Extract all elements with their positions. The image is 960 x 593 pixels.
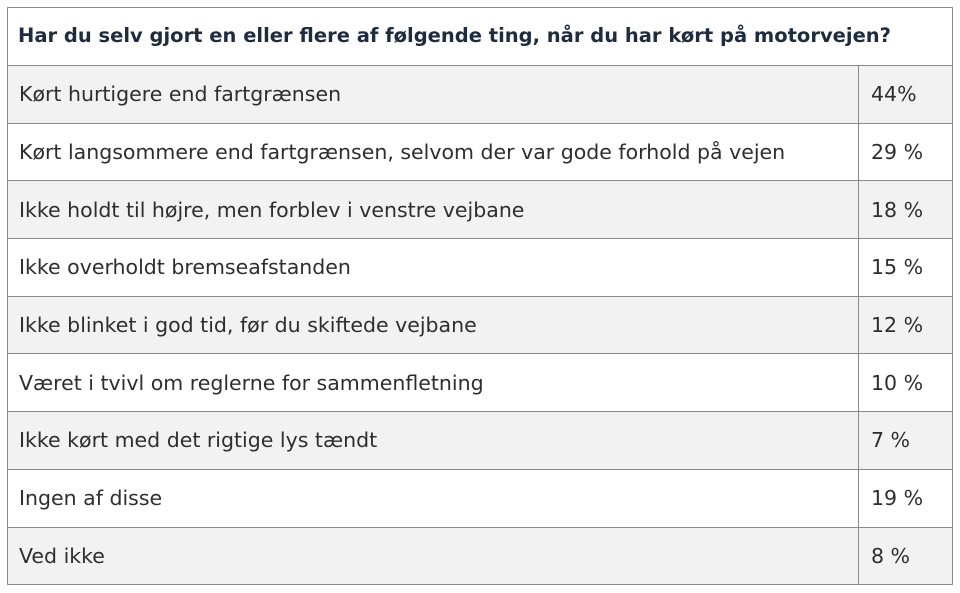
table-row: [8, 412, 953, 470]
table-header-row: [8, 8, 953, 66]
answer-cell: Ingen af disse: [8, 469, 859, 527]
percent-cell: 19 %: [859, 469, 953, 527]
percent-cell: 10 %: [859, 354, 953, 412]
table-row: [8, 239, 953, 297]
table-row: [8, 66, 953, 124]
percent-cell: 15 %: [859, 239, 953, 297]
answer-cell: Kørt langsommere end fartgrænsen, selvom der var gode forhold på vejen: [8, 123, 859, 181]
answer-cell: Ikke kørt med det rigtige lys tændt: [8, 412, 859, 470]
answer-cell: Ikke overholdt bremseafstanden: [8, 239, 859, 297]
table-row: [8, 296, 953, 354]
table-row: [8, 469, 953, 527]
answer-cell: Været i tvivl om reglerne for sammenfletning: [8, 354, 859, 412]
percent-cell: 7 %: [859, 412, 953, 470]
answer-cell: Ved ikke: [8, 527, 859, 585]
answer-cell: Ikke blinket i god tid, før du skiftede vejbane: [8, 296, 859, 354]
percent-cell: 29 %: [859, 123, 953, 181]
table-row: [8, 123, 953, 181]
table-row: [8, 354, 953, 412]
percent-cell: 8 %: [859, 527, 953, 585]
survey-question: Har du selv gjort en eller flere af følgende ting, når du har kørt på motorvejen?: [8, 8, 953, 66]
percent-cell: 44%: [859, 66, 953, 124]
table-row: [8, 527, 953, 585]
percent-cell: 12 %: [859, 296, 953, 354]
answer-cell: Kørt hurtigere end fartgrænsen: [8, 66, 859, 124]
table-row: [8, 181, 953, 239]
survey-table: [7, 7, 953, 585]
percent-cell: 18 %: [859, 181, 953, 239]
answer-cell: Ikke holdt til højre, men forblev i venstre vejbane: [8, 181, 859, 239]
